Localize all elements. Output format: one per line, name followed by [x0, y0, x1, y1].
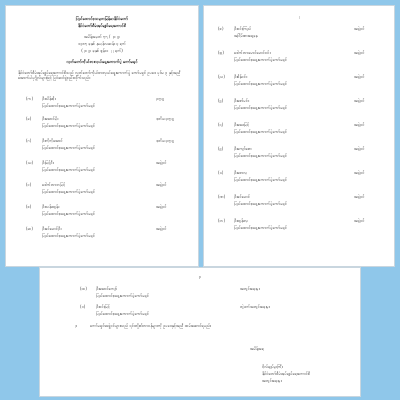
member-number: (ည) [218, 74, 225, 79]
member-role: ဒုတိယဥက္ကဋ္ဌ [156, 116, 175, 121]
member-role: အတွင်းရေးမှူး [240, 286, 260, 291]
member-number: (ဍ) [218, 146, 224, 151]
member-number: (ဋ) [218, 98, 224, 103]
paragraph-text: ကော်မရှင်အဖွဲ့ဝင်များသည် ၎င်းတို့၏တာဝန်များကို ဥပဒေနှင့်အညီ ထမ်းဆောင်ရမည်။ [90, 323, 212, 328]
member-role: အဖွဲ့ဝင် [354, 50, 365, 55]
member-desc: ပြည်ထောင်စုရွေးကောက်ပွဲကော်မရှင် [42, 103, 95, 108]
member-desc: ပြည်ထောင်စုရွေးကောက်ပွဲကော်မရှင် [42, 233, 95, 238]
member-desc: ပြည်ထောင်စုရွေးကောက်ပွဲကော်မရှင် [42, 189, 95, 194]
signatory-title-2: အတွင်းရေးမှူး [262, 378, 282, 383]
page3-number: ၃ [198, 274, 202, 279]
page1-ref-line2: ၁၃၈၅ ခုနှစ် နယုန်လဆန်း ၄ ရက် [78, 41, 126, 46]
member-number: (ဈ) [218, 50, 224, 55]
member-role: အဖွဲ့ဝင် [156, 204, 167, 209]
member-role: အဖွဲ့ဝင် [354, 194, 365, 199]
page1-header-line2: နိုင်ငံတော်စီမံအုပ်ချုပ်ရေးကောင်စီ [77, 23, 127, 28]
closing-text: အမိန့်အရ [250, 346, 264, 351]
member-desc: ပြည်ထောင်စုရွေးကောက်ပွဲကော်မရှင် [234, 153, 287, 158]
member-name: ဦးသိန်းစိုး [42, 96, 56, 101]
member-number: (ထ) [80, 286, 87, 291]
member-desc: ပြည်ထောင်စုရွေးကောက်ပွဲကော်မရှင် [96, 311, 149, 316]
signatory-title-1: နိုင်ငံတော်စီမံအုပ်ချုပ်ရေးကောင်စီ [262, 371, 311, 376]
member-role: အဖွဲ့ဝင် [354, 146, 365, 151]
member-desc: ပြည်ထောင်စုရွေးကောက်ပွဲကော်မရှင် [42, 123, 95, 128]
member-desc: ပြည်ထောင်စုရွေးကောက်ပွဲကော်မရှင် [234, 177, 287, 182]
member-name: ဦးအောင်ကျော် [96, 286, 118, 291]
member-desc: ပြည်ထောင်စုရွေးကောက်ပွဲကော်မရှင် [234, 129, 287, 134]
member-number: (ခ) [26, 116, 32, 121]
member-desc: ပြည်ထောင်စုရွေးကောက်ပွဲကော်မရှင် [96, 293, 149, 298]
member-name: ဦးစိန်ဝင်း [234, 74, 248, 79]
member-role: အဖွဲ့ဝင် [156, 160, 167, 165]
member-role: အဖွဲ့ဝင် [156, 182, 167, 187]
member-number: (ဆ) [26, 226, 33, 231]
member-role: တွဲဖက်အတွင်းရေးမှူး [240, 304, 270, 309]
document-page-1 [6, 6, 198, 266]
member-name: ဒေါက်တာဘမြင့် [42, 182, 66, 187]
member-name: ဦးအောင်မိုး [42, 116, 59, 121]
member-role: ဥက္ကဋ္ဌ [156, 96, 165, 101]
member-desc: ပြည်ထောင်စုရွေးကောက်ပွဲကော်မရှင် [234, 81, 287, 86]
paragraph-number: ၂။ [74, 323, 78, 328]
member-role: အဖွဲ့ဝင် [354, 98, 365, 103]
member-desc: ပြည်ထောင်စုရွေးကောက်ပွဲကော်မရှင် [234, 57, 287, 62]
member-desc: ပြည်ထောင်စုရွေးကောက်ပွဲကော်မရှင် [42, 145, 95, 150]
page1-intro: နိုင်ငံတော်စီမံအုပ်ချုပ်ရေးကောင်စီသည် လွှတ်တော်ကိုယ်စားလှယ်ရွေးကောက်ပွဲ ကော်မရှင် ဥပဒေ ပုဒ်မ ၃ နှင့်အညီ အောက်ပါပုဂ္ဂိုလ်များဖြင့် ပြင်ဆင်ဖွဲ့စည်းလိုက်သည်။ [18, 70, 181, 80]
page1-subject: လွှတ်တော်ကိုယ်စားလှယ်ရွေးကောက်ပွဲ ကော်မရှင် [66, 59, 138, 64]
member-number: (စ) [26, 204, 32, 209]
member-role: အဖွဲ့ဝင် [354, 170, 365, 175]
document-page-2 [204, 6, 394, 266]
member-desc: ပြည်ထောင်စုရွေးကောက်ပွဲကော်မရှင် [234, 201, 287, 206]
member-number: (ဎ) [218, 170, 224, 175]
member-number: (ဇ) [218, 26, 224, 31]
member-desc: ပြည်ထောင်စုရွေးကောက်ပွဲကော်မရှင် [234, 225, 287, 230]
member-role: အဖွဲ့ဝင် [354, 218, 365, 223]
member-name: ဦးခင်မောင် [234, 194, 251, 199]
member-name: ဦးအေးမြင့် [234, 122, 250, 127]
page1-ref-line1: အမိန့်အမှတ် ၅၅ / ၂၀၂၃ [84, 34, 120, 39]
member-role: အဖွဲ့ဝင် [354, 26, 365, 31]
member-name: ဦးကျော်ဇော [234, 146, 252, 151]
document-page-3 [40, 268, 360, 396]
member-number: (ဏ) [218, 194, 226, 199]
member-name: ဦးကိုကိုအောင် [42, 138, 63, 143]
member-name: ဦးမြင့်ဦး [42, 160, 54, 165]
page1-header-line1: ပြည်ထောင်စုသမ္မတမြန်မာနိုင်ငံတော် [75, 16, 129, 21]
member-name: ဦးခင်မောင်ဦး [42, 226, 62, 231]
member-name: ဦးဇော်မင်း [234, 98, 249, 103]
member-name: ဦးထွန်းလှ [234, 218, 248, 223]
member-desc: ပြည်ထောင်စုရွေးကောက်ပွဲကော်မရှင် [42, 211, 95, 216]
member-desc: အငြိမ်းစားရှေ့နေ [234, 33, 258, 38]
member-number: (င) [26, 182, 32, 187]
member-number: (ဌ) [218, 122, 224, 127]
member-desc: ပြည်ထောင်စုရွေးကောက်ပွဲကော်မရှင် [234, 105, 287, 110]
member-name: ဦးဝင်းမြင့် [96, 304, 110, 309]
member-role: အဖွဲ့ဝင် [354, 122, 365, 127]
member-role: ဒုတိယဥက္ကဋ္ဌ [156, 138, 175, 143]
member-number: (က) [26, 96, 34, 101]
member-name: ဒေါက်တာမောင်မောင်ဝင်း [234, 50, 271, 55]
member-desc: ပြည်ထောင်စုရွေးကောက်ပွဲကော်မရှင် [42, 167, 95, 172]
member-number: (ဃ) [26, 160, 34, 165]
page1-ref-line3: (၂၀၂၃ ခုနှစ် ဇွန်လ ၂၂ ရက်) [81, 48, 123, 53]
member-number: (ဂ) [26, 138, 32, 143]
member-name: ဦးဝင်းကြည် [234, 26, 252, 31]
member-number: (တ) [218, 218, 226, 223]
page2-number: ၂ [298, 14, 300, 19]
signatory-name: ဗိုလ်ချုပ်မှူးကြီး [262, 364, 283, 369]
member-name: ဦးသန်းထွန်း [42, 204, 60, 209]
member-role: အဖွဲ့ဝင် [354, 74, 365, 79]
member-role: အဖွဲ့ဝင် [156, 226, 167, 231]
member-number: (ဒ) [80, 304, 86, 309]
member-name: ဦးစောလှ [234, 170, 248, 175]
